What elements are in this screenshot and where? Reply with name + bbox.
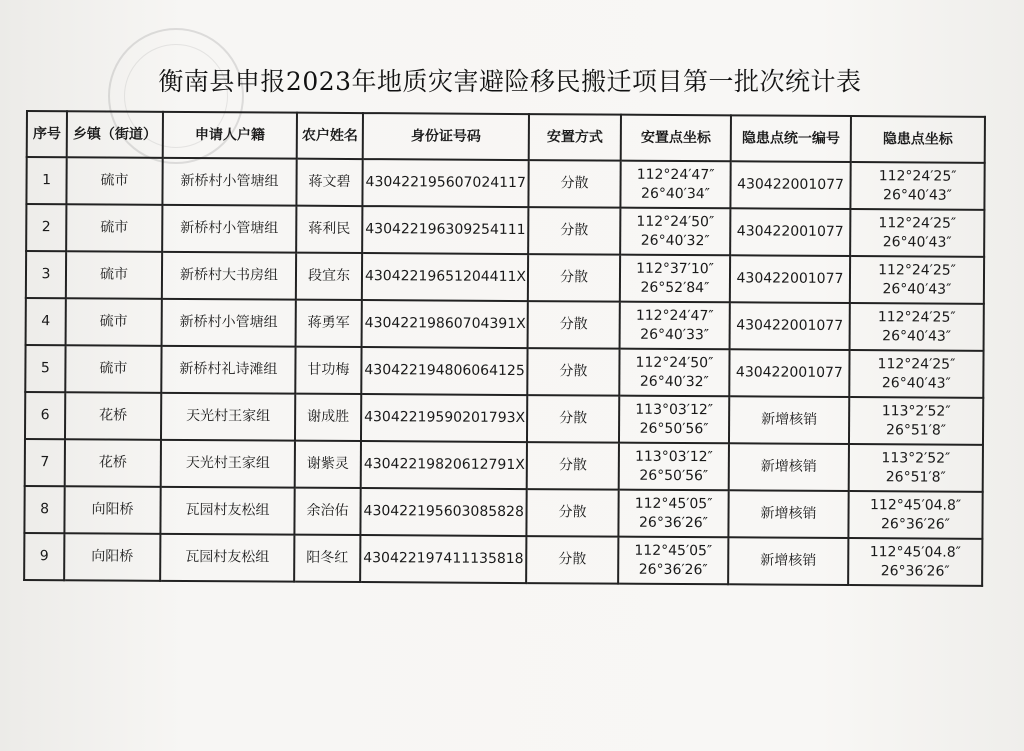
hazard-id: 新增核销: [728, 490, 848, 538]
farmer-name: 段宜东: [296, 253, 362, 300]
hazard-coordinates: [848, 491, 982, 539]
town: 向阳桥: [64, 486, 160, 534]
site-latitude: 26°40′33″: [640, 326, 710, 343]
hazard-id: 新增核销: [729, 396, 849, 444]
town: 硫市: [66, 298, 162, 346]
resettlement-method: 分散: [528, 254, 620, 302]
hazard-longitude: 112°24′25″: [878, 167, 957, 185]
household-registration: 天光村王家组: [161, 393, 295, 441]
farmer-name: 余治佑: [294, 488, 360, 535]
site-longitude: 112°24′47″: [636, 166, 715, 183]
resettlement-method: 分散: [528, 160, 620, 208]
resettlement-method: 分散: [528, 207, 620, 255]
hazard-longitude: 112°45′04.8″: [869, 543, 961, 561]
hazard-latitude: 26°36′26″: [880, 562, 950, 580]
table-row: [26, 204, 984, 257]
site-latitude: 26°40′32″: [639, 373, 709, 390]
farmer-name: 阳冬红: [294, 535, 360, 582]
header-cell-hazard-coord: 隐患点坐标: [851, 116, 985, 163]
farmer-name: 谢紫灵: [295, 441, 361, 488]
id-number: 430422197411135818: [360, 535, 526, 583]
household-registration: 新桥村小管塘组: [162, 299, 296, 347]
id-number: 430422195607024117: [362, 159, 528, 207]
hazard-latitude: 26°36′26″: [881, 515, 950, 533]
site-coordinates: [618, 537, 728, 585]
site-coordinates: [620, 208, 730, 256]
household-registration: 新桥村小管塘组: [162, 205, 296, 253]
hazard-coordinates: [848, 538, 982, 586]
town: 硫市: [66, 204, 162, 252]
id-number: 430422195603085828: [360, 488, 526, 536]
site-latitude: 26°36′26″: [639, 514, 708, 531]
hazard-longitude: 112°24′25″: [877, 355, 956, 373]
site-latitude: 26°40′32″: [640, 232, 710, 249]
hazard-coordinates: [850, 256, 984, 304]
site-longitude: 113°03′12″: [634, 448, 713, 465]
row-number: 4: [26, 298, 66, 345]
farmer-name: 蒋利民: [296, 206, 362, 253]
hazard-id: 430422001077: [730, 302, 850, 350]
hazard-latitude: 26°40′43″: [882, 280, 952, 298]
resettlement-method: 分散: [527, 442, 619, 490]
table-row: [26, 298, 984, 351]
site-coordinates: [620, 255, 730, 303]
town: 硫市: [66, 251, 162, 299]
site-latitude: 26°52′84″: [640, 279, 710, 296]
row-number: 3: [26, 251, 66, 298]
site-longitude: 113°03′12″: [635, 401, 714, 418]
id-number: 430422196309254111: [362, 206, 528, 254]
site-coordinates: [618, 490, 728, 538]
header-cell-id: 身份证号码: [363, 113, 529, 160]
hazard-longitude: 112°24′25″: [878, 214, 957, 232]
site-coordinates: [619, 396, 729, 444]
hazard-latitude: 26°51′8″: [885, 468, 946, 486]
town: 花桥: [65, 392, 161, 440]
id-number: 430422194806064125: [361, 347, 527, 395]
hazard-latitude: 26°40′43″: [883, 186, 952, 204]
table-row: [26, 251, 984, 304]
hazard-id: 新增核销: [729, 443, 849, 491]
farmer-name: 谢成胜: [295, 394, 361, 441]
farmer-name: 蒋文碧: [296, 159, 362, 206]
row-number: 6: [25, 392, 65, 439]
statistics-table: [23, 110, 986, 587]
site-longitude: 112°37′10″: [636, 260, 714, 277]
site-longitude: 112°24′50″: [635, 354, 714, 371]
household-registration: 新桥村礼诗滩组: [161, 346, 295, 394]
household-registration: 天光村王家组: [161, 440, 295, 488]
hazard-longitude: 112°24′25″: [877, 308, 956, 326]
household-registration: 新桥村大书房组: [162, 252, 296, 300]
table-row: [24, 533, 982, 586]
site-longitude: 112°24′50″: [636, 213, 715, 230]
header-cell-household: 申请人户籍: [163, 112, 297, 159]
hazard-longitude: 112°45′04.8″: [869, 496, 962, 514]
site-coordinates: [620, 161, 730, 209]
site-coordinates: [619, 349, 729, 397]
header-cell-town: 乡镇（街道）: [67, 111, 163, 158]
header-cell-name: 农户姓名: [297, 113, 363, 159]
site-coordinates: [619, 443, 729, 491]
hazard-coordinates: [850, 209, 984, 257]
hazard-latitude: 26°40′43″: [882, 233, 952, 251]
resettlement-method: 分散: [527, 348, 619, 396]
household-registration: 瓦园村友松组: [160, 487, 294, 535]
document-title: 衡南县申报2023年地质灾害避险移民搬迁项目第一批次统计表: [158, 67, 862, 96]
hazard-latitude: 26°51′8″: [886, 421, 947, 439]
site-longitude: 112°45′05″: [634, 495, 713, 512]
hazard-id: 430422001077: [730, 161, 850, 209]
hazard-coordinates: [850, 162, 984, 210]
hazard-id: 430422001077: [729, 349, 849, 397]
hazard-id: 430422001077: [730, 255, 850, 303]
site-latitude: 26°36′26″: [638, 561, 708, 578]
row-number: 7: [25, 439, 65, 486]
header-cell-method: 安置方式: [529, 114, 621, 161]
header-cell-hazard-id: 隐患点统一编号: [731, 115, 851, 162]
resettlement-method: 分散: [527, 395, 619, 443]
id-number: 43042219590201793X: [361, 394, 527, 442]
hazard-latitude: 26°40′43″: [882, 327, 952, 345]
id-number: 43042219860704391X: [362, 300, 528, 348]
row-number: 8: [24, 486, 64, 533]
town: 硫市: [65, 345, 161, 393]
hazard-coordinates: [850, 303, 984, 351]
hazard-longitude: 113°2′52″: [881, 402, 951, 420]
resettlement-method: 分散: [528, 301, 620, 349]
resettlement-method: 分散: [526, 489, 618, 537]
farmer-name: 蒋勇军: [296, 300, 362, 347]
town: 硫市: [66, 157, 162, 205]
hazard-id: 新增核销: [728, 537, 848, 585]
table-row: [26, 157, 984, 210]
hazard-coordinates: [849, 350, 983, 398]
household-registration: 瓦园村友松组: [160, 534, 294, 582]
header-cell-site-coord: 安置点坐标: [621, 115, 731, 162]
table-row: [25, 439, 983, 492]
header-cell-no: 序号: [27, 111, 67, 157]
farmer-name: 甘功梅: [295, 347, 361, 394]
hazard-latitude: 26°40′43″: [881, 374, 951, 392]
site-coordinates: [620, 302, 730, 350]
hazard-longitude: 112°24′25″: [878, 261, 956, 279]
header-row: [27, 111, 985, 163]
hazard-coordinates: [849, 397, 983, 445]
row-number: 9: [24, 533, 64, 580]
hazard-id: 430422001077: [730, 208, 850, 256]
site-latitude: 26°50′56″: [639, 420, 709, 437]
id-number: 43042219820612791X: [361, 441, 527, 489]
site-latitude: 26°40′34″: [641, 185, 710, 202]
site-latitude: 26°50′56″: [639, 467, 709, 484]
hazard-coordinates: [849, 444, 983, 492]
hazard-longitude: 113°2′52″: [881, 449, 951, 467]
row-number: 2: [26, 204, 66, 251]
town: 花桥: [65, 439, 161, 487]
row-number: 5: [25, 345, 65, 392]
row-number: 1: [26, 157, 66, 204]
town: 向阳桥: [64, 533, 160, 581]
table-row: [25, 392, 983, 445]
resettlement-method: 分散: [526, 536, 618, 584]
table-row: [24, 486, 982, 539]
site-longitude: 112°45′05″: [634, 542, 713, 559]
table-row: [25, 345, 983, 398]
id-number: 43042219651204411X: [362, 253, 528, 301]
site-longitude: 112°24′47″: [635, 307, 714, 324]
household-registration: 新桥村小管塘组: [162, 158, 296, 206]
